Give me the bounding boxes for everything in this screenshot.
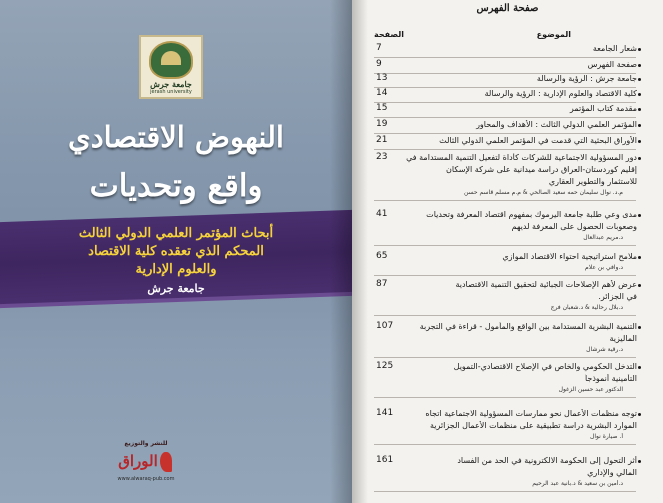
cover-subtitle-line3: والعلوم الإدارية bbox=[135, 262, 217, 277]
index-entry-author: م.د. نوال سليمان حمه سعيد الصالحي & م.م مسلم قاسم حسن bbox=[463, 189, 623, 196]
index-entry-page-number: 125 bbox=[376, 361, 394, 371]
cover-title-line1: النهوض الاقتصادي bbox=[68, 120, 284, 154]
index-entry-separator bbox=[374, 275, 636, 276]
index-entry-separator bbox=[374, 491, 636, 492]
index-entry-title-line: دور المسؤولية الاجتماعية للشركات كأداة لتفعيل التنمية المستدامة في bbox=[406, 153, 637, 162]
index-entry-bullet bbox=[638, 48, 641, 51]
index-entry-title-line: مقدمة كتاب المؤتمر bbox=[569, 104, 637, 113]
index-entry-author: الدكتور عبد حسين الزغول bbox=[558, 386, 623, 393]
index-entry-bullet bbox=[638, 140, 641, 143]
index-entry-author: د.وافي بن علام bbox=[585, 264, 623, 271]
index-entry-page-number: 9 bbox=[376, 59, 382, 69]
index-entry-title-line: الأوراق البحثية التي قدمت في المؤتمر العلمي الدولي الثالث bbox=[439, 136, 637, 145]
index-entry-page-number: 161 bbox=[376, 455, 394, 465]
index-entry-bullet bbox=[638, 413, 641, 416]
index-entry-bullet bbox=[638, 93, 641, 96]
index-entry-title-line: التدخل الحكومي والخاص في الإصلاح الاقتصادي-التمويل bbox=[453, 362, 637, 371]
index-entry-page-number: 41 bbox=[376, 209, 388, 219]
index-entry-page-number: 15 bbox=[376, 103, 388, 113]
index-entry-title-line: التنمية البشرية المستدامة بين الواقع والمأمول - قراءة في التجربة bbox=[419, 322, 637, 331]
cover-title-line2: واقع وتحديات bbox=[89, 168, 263, 204]
index-entry-author: أ. صيارة نوال bbox=[590, 433, 623, 440]
index-entry-title-line: صفحة الفهرس bbox=[587, 60, 637, 69]
index-entry-title-line: المالي والإداري bbox=[587, 468, 637, 477]
index-entry-title-line: وصعوبات الحصول على المعرفة لديهم bbox=[511, 222, 637, 231]
column-header-page: الصفحة bbox=[374, 30, 405, 39]
index-entry-page-number: 19 bbox=[376, 119, 388, 129]
cover-subtitle-line4: جامعة جرش bbox=[147, 282, 205, 295]
index-entry-page-number: 7 bbox=[376, 43, 382, 53]
publisher-url: www.alwaraq-pub.com bbox=[117, 476, 175, 482]
index-entry-page-number: 23 bbox=[376, 152, 388, 162]
index-entry-author: د.أمين بن سعيد & د.بانية عبد الرحيم bbox=[532, 480, 623, 487]
index-entry-title-line: التأمينية أنموذجاً bbox=[584, 374, 637, 383]
index-entry-page-number: 13 bbox=[376, 73, 388, 83]
index-entry-title-line: في الجزائر. bbox=[598, 292, 637, 301]
index-entry-separator bbox=[374, 57, 636, 58]
index-entry-separator bbox=[374, 149, 636, 150]
index-heading: صفحة الفهرس bbox=[476, 3, 539, 14]
index-entry-title-line: إقليم كوردستان-العراق دراسة ميدانية على شركة الإسكان bbox=[446, 165, 637, 174]
index-entry-author: د.رقية شرشال bbox=[586, 346, 623, 353]
logo-text-arabic: جامعة جرش bbox=[150, 79, 192, 89]
logo-text-english: jerash university bbox=[150, 89, 192, 95]
university-logo bbox=[139, 35, 203, 99]
index-entry-title-line: شعار الجامعة bbox=[592, 44, 637, 53]
index-entry-title-line: أثر التحول إلى الحكومة الالكترونية في الحد من الفساد bbox=[457, 456, 637, 465]
logo-emblem-icon bbox=[149, 41, 193, 79]
index-entry-bullet bbox=[638, 214, 641, 217]
index-entry-bullet bbox=[638, 78, 641, 81]
index-entry-separator bbox=[374, 117, 636, 118]
index-entry-bullet bbox=[638, 366, 641, 369]
index-page bbox=[352, 0, 663, 503]
index-entries bbox=[352, 0, 663, 503]
column-header-topic: الموضوع bbox=[536, 30, 571, 39]
publisher-name: الوراق bbox=[118, 452, 158, 470]
index-entry-bullet bbox=[638, 108, 641, 111]
index-entry-page-number: 21 bbox=[376, 135, 388, 145]
index-entry-author: د.مريم عبدالعال bbox=[583, 234, 623, 241]
index-entry-separator bbox=[374, 397, 636, 398]
index-entry-separator bbox=[374, 444, 636, 445]
index-entry-separator bbox=[374, 245, 636, 246]
index-entry-title-line: للاستثمار والتطوير العقاري bbox=[548, 177, 637, 186]
index-entry-author: د.بلال رحالية & د.شعبان فرج bbox=[550, 304, 623, 311]
index-entry-title-line: الموارد البشرية دراسة تطبيقية على منظمات الأعمال الجزائرية bbox=[429, 421, 637, 430]
publisher-logo bbox=[116, 440, 176, 486]
index-entry-separator bbox=[374, 315, 636, 316]
index-entry-separator bbox=[374, 357, 636, 358]
index-entry-bullet bbox=[638, 124, 641, 127]
publisher-tagline: للنشر والتوزيع bbox=[124, 440, 168, 447]
index-entry-page-number: 87 bbox=[376, 279, 388, 289]
index-entry-separator bbox=[374, 133, 636, 134]
index-entry-title-line: مدى وعي طلبة جامعة اليرموك بمفهوم اقتصاد المعرفة وتحديات bbox=[426, 210, 637, 219]
index-entry-title-line: المؤتمر العلمي الدولي الثالث : الأهداف والمحاور bbox=[476, 120, 637, 129]
index-entry-title-line: الماليزية bbox=[609, 334, 637, 343]
index-entry-title-line: جامعة جرش : الرؤية والرسالة bbox=[536, 74, 637, 83]
index-entry-title-line: عرض لأهم الإصلاحات الجبائية لتحقيق التنمية الاقتصادية bbox=[455, 280, 637, 289]
index-entry-bullet bbox=[638, 460, 641, 463]
cover-subtitle-line2: المحكم الذي تعقده كلية الاقتصاد bbox=[88, 244, 264, 259]
index-entry-title-line: كلية الاقتصاد والعلوم الإدارية : الرؤية والرسالة bbox=[484, 89, 637, 98]
index-entry-page-number: 65 bbox=[376, 251, 388, 261]
index-entry-title-line: ملامح استراتيجية احتواء الاقتصاد الموازي bbox=[502, 252, 637, 261]
index-entry-separator bbox=[374, 87, 636, 88]
cover-subtitle-line1: أبحاث المؤتمر العلمي الدولي الثالث bbox=[78, 226, 274, 241]
index-entry-bullet bbox=[638, 157, 641, 160]
index-entry-bullet bbox=[638, 64, 641, 67]
index-entry-page-number: 14 bbox=[376, 88, 388, 98]
index-entry-separator bbox=[374, 102, 636, 103]
index-entry-bullet bbox=[638, 326, 641, 329]
index-entry-bullet bbox=[638, 256, 641, 259]
cover-spine-shade bbox=[330, 0, 352, 503]
publisher-quill-icon bbox=[160, 452, 172, 472]
index-entry-page-number: 141 bbox=[376, 408, 394, 418]
index-entry-separator bbox=[374, 200, 636, 201]
logo-dome-icon bbox=[161, 51, 181, 65]
index-entry-page-number: 107 bbox=[376, 321, 394, 331]
index-entry-title-line: توجه منظمات الأعمال نحو ممارسات المسؤولية الاجتماعية اتجاه bbox=[425, 409, 637, 418]
index-entry-bullet bbox=[638, 284, 641, 287]
